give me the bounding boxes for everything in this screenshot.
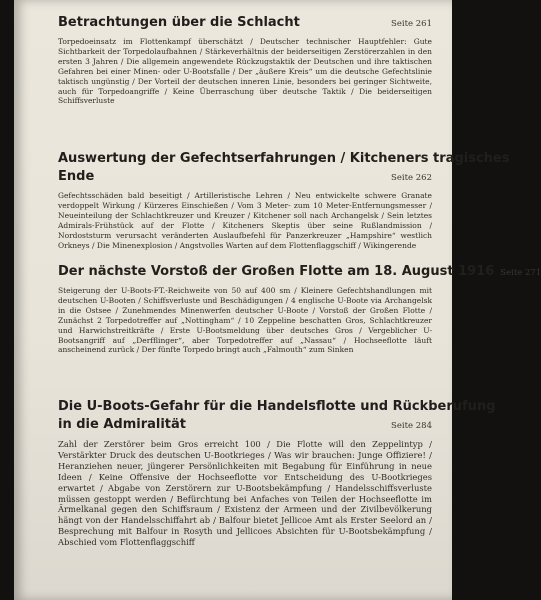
section-summary: Gefechtsschäden bald beseitigt / Artilleristische Lehren / Neu entwickelte schwere Granate verdoppelt Wirkung / Kürzeres Einschießen / Vom 3 Meter- zum 10 Meter-Entfernungsmesser / Neueinteilung der Schlachtkreuzer und Kreuzer / Kitchener soll nach Archangelsk / Sein letztes Admirals-Frühstück auf der Flotte / Kitcheners Skeptis über seine Rußlandmission / Nordoststurm verursacht veränderten Auslaufbefehl für Panzerkreuzer „Hampshire“ westlich Orkneys / Die Minenexplosion / Angstvolles Warten auf dem Flottenflaggschiff / Wikingerende: [58, 191, 432, 250]
page-number: Seite 271: [500, 268, 541, 278]
section-summary: Torpedoeinsatz im Flottenkampf überschätzt / Deutscher technischer Hauptfehler: Gute Sichtbarkeit der Torpedolaufbahnen / Stärkeverhältnis der beiderseitigen Zerstörerzahlen in den ersten 3 Jahren / Die allgemein angewendete Rückzugstaktik der Deutschen und ihre taktischen Gefahren bei einer Minen- oder U-Bootsfalle / Der „äußere Kreis“ um die deutsche Gefechtslinie taktisch ungünstig / Der Vorteil der deutschen inneren Linie, besonders bei geringer Sichtweite, auch für Torpedoangriffe / Keine Überraschung über deutsche Taktik / Die beiderseitigen Schiffsverluste: [58, 37, 432, 106]
toc-section-1: [58, 14, 432, 106]
section-title: [58, 398, 496, 416]
section-title: [58, 263, 541, 282]
section-summary: Steigerung der U-Boots-FT.-Reichweite von 50 auf 400 sm / Kleinere Gefechtshandlungen mit deutschen U-Booten / Schiffsverluste und Beschädigungen / 4 englische U-Boote via Archangelsk in die Ostsee / Zunehmendes Minenwerfen deutscher U-Boote / Vorstoß der Großen Flotte / Zunächst 2 Torpedotreffer auf „Nottingham“ / 10 Zeppeline beschatten Gros, Schlachtkreuzer und Harwichstreitkräfte / Erste U-Bootsmeldung über deutsches Gros / Vergeblicher U-Bootsangriff auf „Derfflinger“, aber Torpedotreffer auf „Nassau“ / Hochseeflotte läuft anscheinend zurück / Der fünfte Torpedo bringt auch „Falmouth“ zum Sinken: [58, 286, 432, 355]
section-title-text: Betrachtungen über die Schlacht: [58, 15, 300, 30]
section-title-text: Auswertung der Gefechtserfahrungen / Kitcheners tragisches: [58, 151, 510, 166]
page-number: Seite 261: [391, 19, 432, 29]
section-summary: Zahl der Zerstörer beim Gros erreicht 100 / Die Flotte will den Zeppelintyp / Verstärkter Druck des deutschen U-Bootkrieges / Was wir brauchen: Junge Offiziere! / Heranziehen neuer, jüngerer Persönlichkeiten mit Begabung für Einführung in neue Ideen / Keine Offensive der Hochseeflotte vor Entscheidung des U-Bootkrieges erwartet / Abgabe von Zerstörern zur U-Bootsbekämpfung / Handelsschiffsverluste müssen gestoppt werden / Befürchtung bei Anfaches von Teilen der Hochseeflotte im Ärmelkanal gegen den Schiffsraum / Existenz der Armeen und der Zivilbevölkerung hängt von der Handelsschiffahrt ab / Balfour bietet Jellicoe Amt als Erster Seelord an / Besprechung mit Balfour in Rosyth und Jellicoes Absichten für U-Bootsbekämpfung / Abschied vom Flottenflaggschiff: [58, 439, 432, 548]
toc-section-2: [58, 150, 510, 250]
section-title-line2: [58, 416, 432, 435]
section-title: [58, 14, 432, 33]
book-page: [14, 0, 541, 600]
section-title-text-2: Ende: [58, 169, 95, 184]
toc-section-4: [58, 398, 496, 548]
section-title-text: Die U-Boots-Gefahr für die Handelsflotte und Rückberufung: [58, 399, 496, 414]
section-title-line2: [58, 168, 432, 187]
page-number: Seite 284: [391, 421, 432, 431]
section-title-text: Der nächste Vorstoß der Großen Flotte am 18. August 1916: [58, 264, 495, 279]
section-title-text-2: in die Admiralität: [58, 417, 187, 432]
toc-section-3: [58, 263, 541, 355]
section-title: [58, 150, 510, 168]
page-number: Seite 262: [391, 173, 432, 183]
